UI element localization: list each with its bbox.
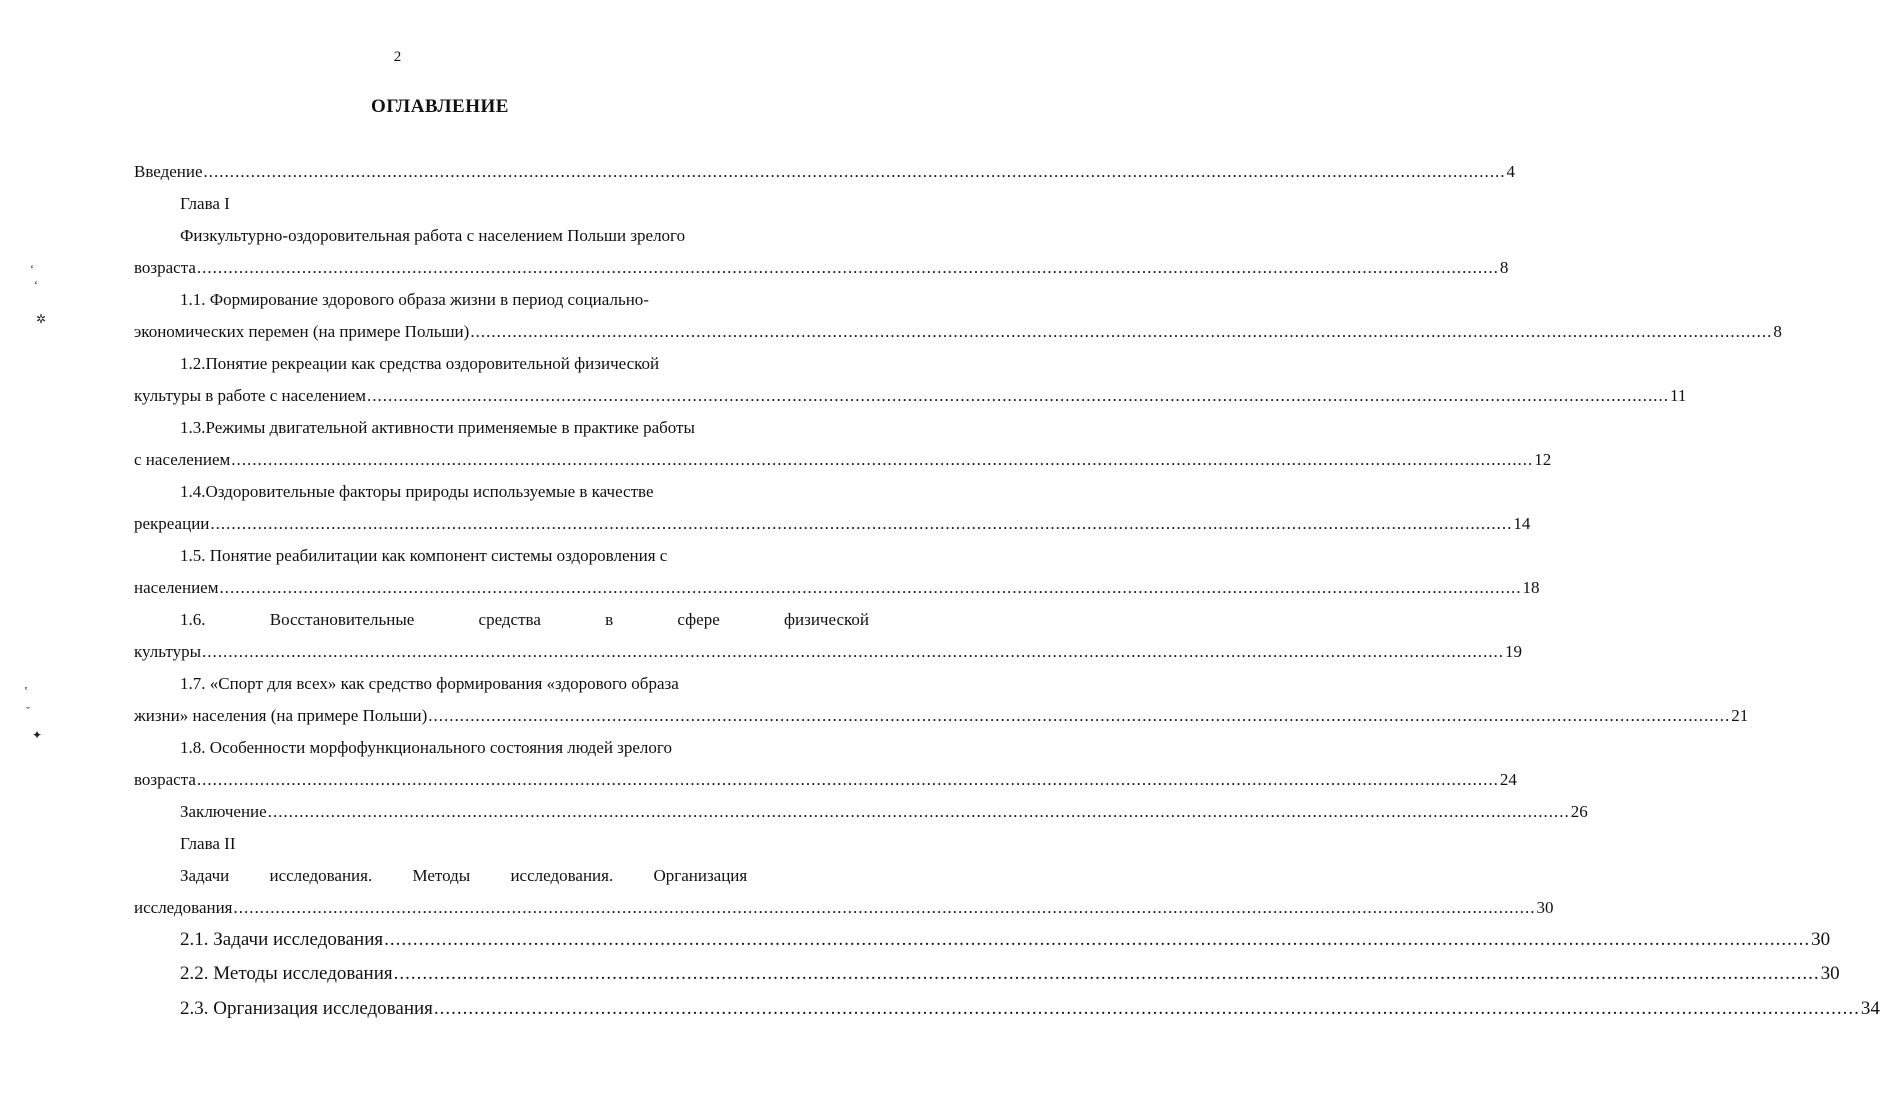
toc-label: 2.3. Организация исследования [180, 998, 433, 1019]
toc-leader [428, 704, 1730, 728]
scan-speck: ✲ [36, 312, 47, 326]
section-1-1-line1: 1.1. Формирование здорового образа жизни в период социально- [180, 290, 649, 309]
toc-leader [202, 640, 1504, 664]
toc-page: 8 [1773, 322, 1782, 341]
toc-leader [197, 256, 1499, 280]
chapter-1-title-line1: Физкультурно-оздоровительная работа с населением Польши зрелого [180, 226, 686, 245]
toc-leader [204, 160, 1506, 184]
toc-leader [231, 448, 1533, 472]
toc-leader [210, 512, 1512, 536]
chapter-2-title-line2 [134, 896, 1554, 920]
toc-label: культуры [134, 642, 201, 661]
toc-entry-conclusion [180, 800, 1588, 824]
section-1-6-line1-text: 1.6. Восстановительные средства в сфере физической [180, 610, 869, 629]
toc-page: 14 [1513, 514, 1531, 533]
toc-page: 21 [1731, 706, 1749, 725]
section-1-5-line2 [134, 576, 1540, 600]
section-1-7-line2 [134, 704, 1749, 728]
toc-page: 19 [1505, 642, 1522, 661]
toc-page: 26 [1570, 802, 1588, 821]
section-1-8-line1: 1.8. Особенности морфофункционального состояния людей зрелого [180, 738, 672, 757]
toc-page: 18 [1522, 578, 1540, 597]
scan-speck: ✦ [32, 728, 43, 742]
chapter-2-title-line1-text: Задачи исследования. Методы исследования. Организация [180, 866, 748, 885]
toc-leader [367, 384, 1669, 408]
toc-label: рекреации [134, 514, 210, 533]
toc-label: Введение [134, 162, 203, 181]
scan-speck: ˘ [26, 704, 30, 718]
toc-label: культуры в работе с населением [134, 386, 366, 405]
toc-leader [268, 800, 1570, 824]
toc-label: жизни» населения (на примере Польши) [134, 706, 428, 725]
section-1-6-line1 [180, 608, 869, 632]
toc-page: 30 [1536, 898, 1554, 917]
chapter-2-heading: Глава II [180, 834, 236, 853]
scan-speck: ‘ [30, 262, 34, 276]
toc-page: 34 [1860, 998, 1880, 1019]
section-1-5-line1: 1.5. Понятие реабилитации как компонент системы оздоровления с [180, 546, 668, 565]
toc-leader [394, 962, 1820, 986]
section-1-6-line2 [134, 640, 1522, 664]
toc-page: 11 [1669, 386, 1687, 405]
toc-label: экономических перемен (на примере Польши) [134, 322, 470, 341]
toc-page: 30 [1820, 963, 1840, 984]
chapter-2-title-line1 [180, 864, 748, 888]
scan-speck: ʽ [24, 684, 28, 698]
chapter-1-heading: Глава I [180, 194, 230, 213]
toc-page: 24 [1499, 770, 1517, 789]
toc-leader [434, 997, 1860, 1021]
section-1-4-line1: 1.4.Оздоровительные факторы природы используемые в качестве [180, 482, 654, 501]
toc-page: 30 [1811, 929, 1831, 950]
toc-leader [197, 768, 1499, 792]
toc-page: 8 [1499, 258, 1509, 277]
toc-label: населением [134, 578, 219, 597]
page-number: 2 [393, 49, 402, 65]
toc-label: возраста [134, 258, 196, 277]
toc-page: 4 [1506, 162, 1516, 181]
toc-entry-intro [134, 160, 1516, 184]
toc-label: с населением [134, 450, 231, 469]
toc-leader [219, 576, 1521, 600]
section-2-1 [180, 928, 1831, 952]
section-1-4-line2 [134, 512, 1531, 536]
toc-page: 12 [1534, 450, 1552, 469]
section-1-2-line1: 1.2.Понятие рекреации как средства оздоровительной физической [180, 354, 660, 373]
toc-leader [384, 928, 1810, 952]
chapter-1-title-line2 [134, 256, 1509, 280]
section-1-3-line1: 1.3.Режимы двигательной активности применяемые в практике работы [180, 418, 695, 437]
section-1-3-line2 [134, 448, 1552, 472]
page-title: ОГЛАВЛЕНИЕ [371, 96, 509, 117]
section-2-2 [180, 962, 1840, 986]
section-1-8-line2 [134, 768, 1517, 792]
toc-label: исследования [134, 898, 233, 917]
scan-speck: ʻ [34, 278, 38, 292]
section-1-1-line2 [134, 320, 1782, 344]
toc-leader [234, 896, 1536, 920]
toc-label: 2.2. Методы исследования [180, 963, 393, 984]
section-2-3 [180, 997, 1880, 1021]
section-1-7-line1: 1.7. «Спорт для всех» как средство формирования «здорового образа [180, 674, 679, 693]
toc-label: возраста [134, 770, 196, 789]
toc-leader [470, 320, 1772, 344]
toc-label: Заключение [180, 802, 267, 821]
toc-label: 2.1. Задачи исследования [180, 929, 384, 950]
section-1-2-line2 [134, 384, 1687, 408]
